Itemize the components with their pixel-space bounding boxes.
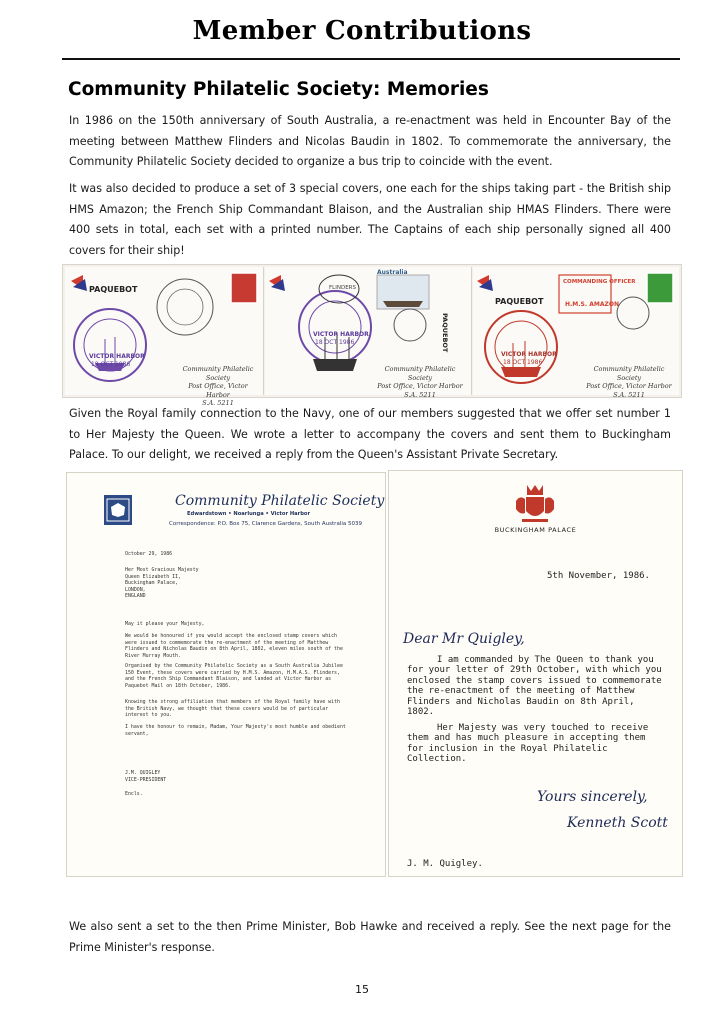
society-letter-paragraph-2: Organised by the Community Philatelic Society as a South Australia Jubilee 150 Event, these covers were carried by H.M.S. Amazon, H.M.A.S. Flinders, and the French Ship Commandant Blaison, and landed at Victor Harbor as Paquebot Mail on 18th October, 1986. [125,663,343,689]
society-letter-date: October 29, 1986 [125,551,173,557]
article-paragraph-4: We also sent a set to the then Prime Minister, Bob Hawke and received a reply. See the next page for the Prime Minister's response. [69,920,671,954]
cover-2 [265,267,472,399]
society-letter-enclosures: Encls. [125,791,143,797]
header-rule [62,58,680,60]
article-title: Community Philatelic Society: Memories [68,79,489,100]
cover-1 [65,267,264,407]
cover-2-ship-mark: FLINDERS [329,285,356,291]
society-letter [66,472,386,877]
palace-letter-addressee: J. M. Quigley. [407,859,483,869]
society-logo [104,495,132,525]
society-letter-signer: J.M. QUIGLEY VICE-PRESIDENT [125,770,167,783]
society-correspondence: Correspondence: P.O. Box 75, Clarence Gardens, South Australia 5039 [169,521,362,527]
cover-2-stamp-country: Australia [377,269,408,276]
palace-letterhead: BUCKINGHAM PALACE [494,526,577,534]
cover-3-ship-mark: H.M.S. AMAZON [565,301,619,308]
palace-letter-paragraph-1: I am commanded by The Queen to thank you for your letter of 29th October, with which you enclosed the stamp covers issued to commemorate the re-enactment of the meeting of Matthew Flinders and Nicholas Baudin on 8th April, 1802. [407,655,662,718]
cover-3-date: 18 OCT 1986 [503,359,543,366]
society-letterhead-name: Community Philatelic Society [175,493,385,509]
cover-2-signature: Community Philatelic Society Post Office, Victor Harbor S.A. 5211 [377,365,463,399]
cover-1-date: 18 OCT 1986 [91,361,131,368]
palace-letter-paragraph-2: Her Majesty was very touched to receive them and has much pleasure in accepting them for inclusion in the Royal Philatelic Collection. [407,723,649,765]
cover-3-paquebot-label: PAQUEBOT [495,297,544,306]
page-number: 15 [355,983,369,996]
palace-letter-signature: Kenneth Scott [567,815,668,831]
cover-3-signature: Community Philatelic Society Post Office, Victor Harbor S.A. 5211 [586,365,672,399]
cover-3-postmark: VICTOR HARBOR [501,351,557,358]
cover-2-date: 18 OCT 1986 [315,339,355,346]
cover-2-postmark: VICTOR HARBOR [313,331,369,338]
article-paragraph-1: In 1986 on the 150th anniversary of South Australia, a re-enactment was held in Encounter Bay of the meeting between Matthew Flinders and Nicolas Baudin in 1802. To commemorate the anniversary, the Community Philatelic Society decided to organize a bus trip to coincide with the event. [69,114,671,169]
covers-photo [62,264,682,407]
cover-1-signature: Community Philatelic Society Post Office, Victor Harbor S.A. 5211 [182,365,254,407]
page-header-title: Member Contributions [192,16,532,46]
royal-crest-icon [512,481,558,525]
cover-1-paquebot-label: PAQUEBOT [89,285,138,294]
society-letter-salutation: May it please your Majesty, [125,621,205,627]
society-letter-address: Her Most Gracious Majesty Queen Elizabeth II, Buckingham Palace, LONDON, ENGLAND [125,567,199,599]
cover-2-paquebot-label: PAQUEBOT [441,313,449,353]
society-letter-paragraph-1: We would be honoured if you would accept the enclosed stamp covers which were issued to commemorate the re-enactment of the meeting of Matthew Flinders and Nicholas Baudin on 8th April, 1802, eleven miles south of the River Murray Mouth. [125,633,343,659]
palace-letter-signoff: Yours sincerely, [537,789,648,805]
palace-letter-greeting: Dear Mr Quigley, [403,631,525,647]
cover-1-postmark: VICTOR HARBOR [89,353,145,360]
palace-letter-date: 5th November, 1986. [547,571,650,581]
society-logo-mark [104,495,132,525]
cover-3 [473,267,679,399]
palace-letter [388,470,683,877]
article-paragraph-2: It was also decided to produce a set of 3 special covers, one each for the ships taking part - the British ship HMS Amazon; the French Ship Commandant Blaison, and the Australian ship HMAS Flinders. There were 400 sets in total, each set with a printed number. The Captains of each ship personally signed all 400 covers for their ship! [69,182,671,257]
society-towns: Edwardstown • Noarlunga • Victor Harbor [187,511,311,517]
article-paragraph-3: Given the Royal family connection to the Navy, one of our members suggested that we offer set number 1 to Her Majesty the Queen. We wrote a letter to accompany the covers and sent them to Buckingham Palace. To our delight, we received a reply from the Queen's Assistant Private Secretary. [69,407,671,462]
society-letter-closing: I have the honour to remain, Madam, Your Majesty's most humble and obedient servant, [125,724,346,737]
cover-3-commanding-officer: COMMANDING OFFICER [563,279,636,285]
society-letter-paragraph-3: Knowing the strong affiliation that members of the Royal family have with the British Navy, we thought that these covers would be of particular interest to you. [125,699,340,718]
